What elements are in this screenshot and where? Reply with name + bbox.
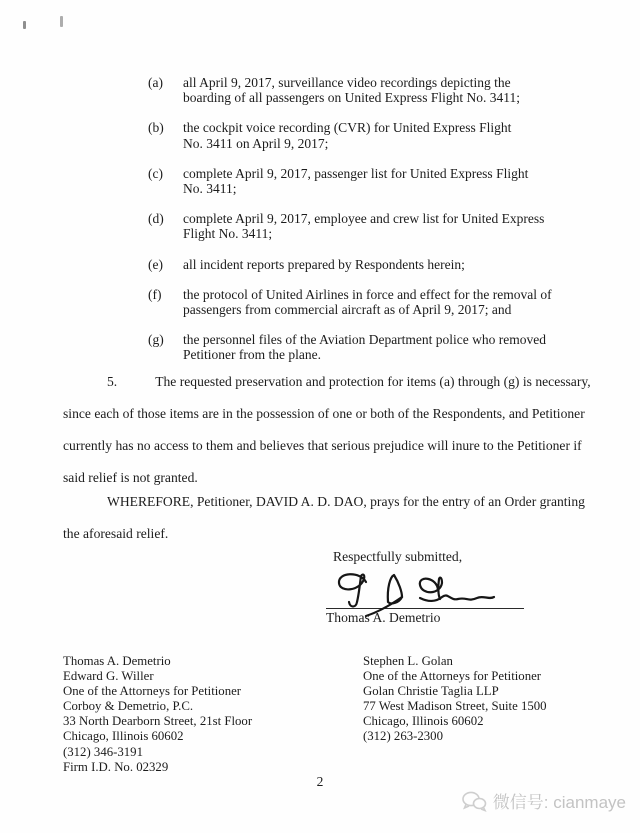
item-text-line: No. 3411 on April 9, 2017; [183,135,329,151]
attorney-line: Chicago, Illinois 60602 [63,729,184,744]
item-label: (c) [148,165,163,181]
item-text-line: all April 9, 2017, surveillance video recordings depicting the [183,75,511,90]
attorney-line: (312) 346-3191 [63,744,143,759]
attorney-line: One of the Attorneys for Petitioner [63,684,242,699]
attorney-line: 33 North Dearborn Street, 21st Floor [63,714,253,729]
attorney-line: (312) 263-2300 [363,729,443,744]
item-text-line: the cockpit voice recording (CVR) for United Express Flight [183,120,512,136]
wechat-watermark [461,788,626,813]
item-text-line: Petitioner from the plane. [183,347,321,363]
attorney-line: Stephen L. Golan [363,654,453,668]
attorney-block-left [63,654,252,775]
attorney-block-right [363,654,547,745]
signature-block [326,566,536,626]
list-item [148,75,573,105]
list-item [148,332,573,362]
list-item [148,287,573,317]
watermark-text: 微信号: cianmaye [492,793,626,812]
list-item [148,120,573,150]
item-text-line: all incident reports prepared by Respondents herein; [183,256,465,272]
attorney-line: Corboy & Demetrio, P.C. [63,699,194,714]
item-label: (d) [148,211,164,227]
item-text-line: No. 3411; [183,181,237,197]
list-item [148,166,573,196]
signature-line [326,608,524,609]
item-label: (b) [148,120,164,136]
scan-artifact-speck [60,16,63,27]
attorney-line: 77 West Madison Street, Suite 1500 [363,699,547,714]
request-item-list [148,75,573,378]
item-text-line: passengers from commercial aircraft as of April 9, 2017; and [183,302,512,318]
item-text-line: Flight No. 3411; [183,226,273,242]
item-text-line: complete April 9, 2017, employee and crew list for United Express [183,211,545,227]
item-text-line: the protocol of United Airlines in force and effect for the removal of [183,286,552,302]
signer-name: Thomas A. Demetrio [326,610,441,625]
paragraph5-line: since each of those items are in the possession of one or both of the Respondents, and Petitioner [63,406,585,421]
list-item [148,257,573,272]
attorney-line: Thomas A. Demetrio [63,654,171,668]
paragraph-number: 5. [107,374,118,389]
item-label: (g) [148,332,164,348]
item-text-line: boarding of all passengers on United Express Flight No. 3411; [183,90,520,106]
attorney-line: Firm I.D. No. 02329 [63,759,169,774]
scan-artifact-speck [23,21,26,29]
closing-phrase: Respectfully submitted, [333,549,463,564]
attorney-line: One of the Attorneys for Petitioner [363,669,542,684]
item-text-line: complete April 9, 2017, passenger list for United Express Flight [183,165,529,181]
wherefore-line: WHEREFORE, Petitioner, DAVID A. D. DAO, prays for the entry of an Order granting [107,494,585,509]
attorney-line: Chicago, Illinois 60602 [363,714,484,729]
paragraph5-line: currently has no access to them and believes that serious prejudice will inure to the Petitioner if [63,438,582,453]
paragraph5-line: 5. The requested preservation and protection for items (a) through (g) is necessary, [63,374,579,390]
wechat-icon [461,790,487,812]
wherefore-line: the aforesaid relief. [63,526,169,541]
item-label: (a) [148,75,163,90]
attorney-line: Edward G. Willer [63,669,154,684]
paragraph5-line: said relief is not granted. [63,470,198,485]
item-text-line: the personnel files of the Aviation Department police who removed [183,332,547,348]
attorney-line: Golan Christie Taglia LLP [363,684,499,699]
item-label: (f) [148,286,162,302]
list-item [148,211,573,241]
item-label: (e) [148,256,163,272]
page-number: 2 [316,774,324,789]
